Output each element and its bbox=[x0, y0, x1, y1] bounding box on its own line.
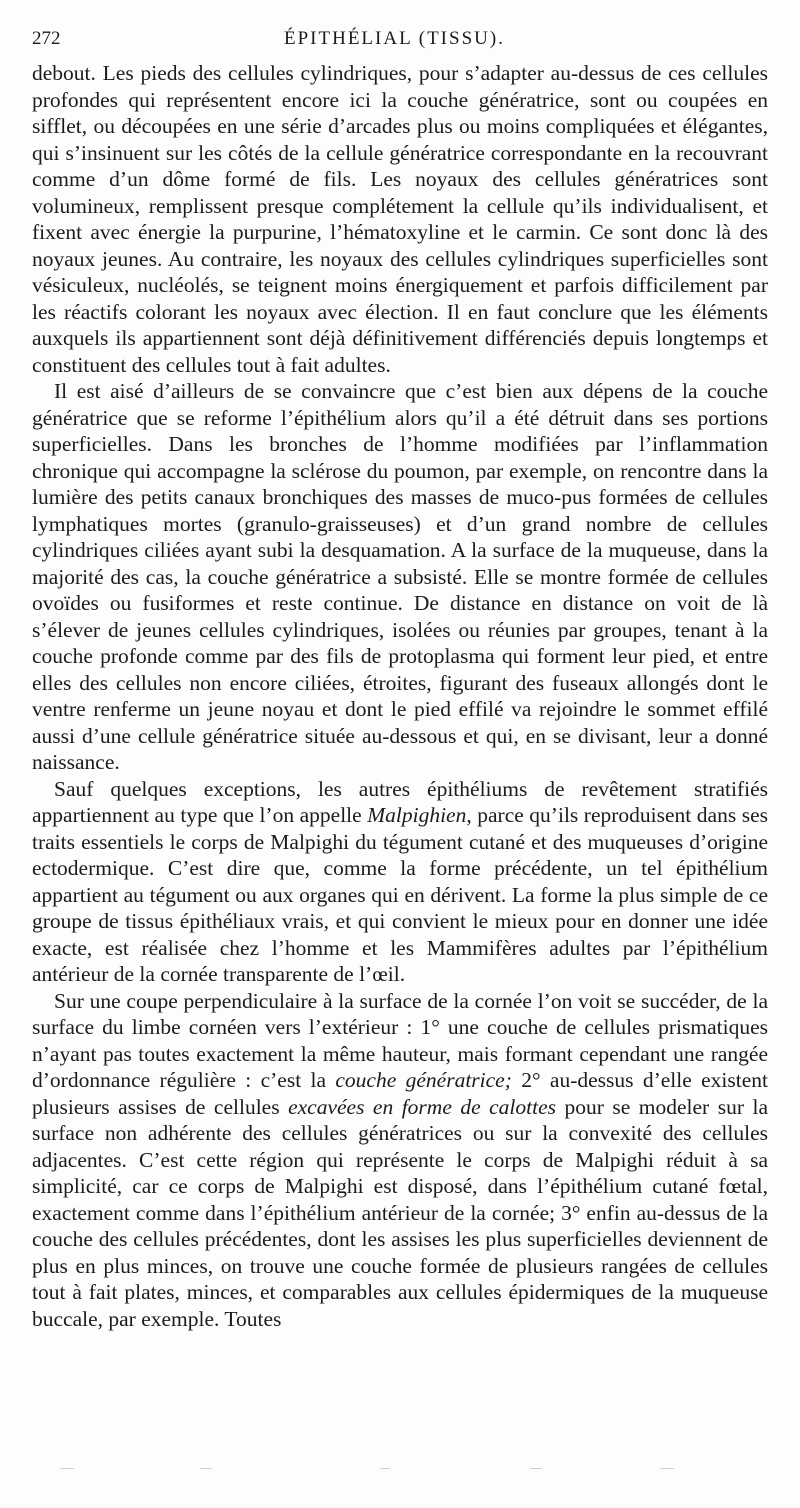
paragraph-3-text-b: , parce qu’ils reproduisent dans ses traits essentiels le corps de Malpighi du tégument cutané et des muqueuses d’origine ectodermique. C’est dire que, comme la forme précédente, un tel épithélium appartient au tégument ou aux organes qui en dérivent. La forme la plus simple de ce groupe de tissus épithéliaux vrais, et qui convient le mieux pour en donner une idée exacte, est réalisée chez l’homme et les Mammifères adultes par l’épithélium antérieur de la cornée transparente de l’œil. bbox=[32, 803, 769, 986]
scan-speck bbox=[60, 1468, 74, 1469]
scan-speck bbox=[380, 1468, 390, 1469]
paragraph-4 bbox=[32, 988, 768, 1333]
scan-specks bbox=[60, 1468, 700, 1478]
page-number: 272 bbox=[32, 28, 61, 49]
couche-generatrice-term: couche génératrice; bbox=[335, 1068, 512, 1092]
excavees-term: excavées en forme de calottes bbox=[288, 1094, 556, 1119]
body-text bbox=[32, 60, 768, 1332]
scan-speck bbox=[530, 1468, 542, 1469]
paragraph-3 bbox=[32, 776, 768, 988]
book-page bbox=[32, 22, 768, 1332]
scan-speck bbox=[200, 1468, 212, 1469]
paragraph-4-text-a: Sur une coupe perpendiculaire à la surface de la cornée l’on voit se succéder, de la surface du limbe cornéen vers l’extérieur : 1° une couche de cellules prismatiques n’ayant pas toutes exactement la même hauteur, mais formant cependant une rangée d’ordonnance régulière : c’est la bbox=[32, 988, 768, 1092]
scan-speck bbox=[660, 1468, 674, 1469]
paragraph-2: Il est aisé d’ailleurs de se convaincre que c’est bien aux dépens de la couche génératrice que se reforme l’épithélium alors qu’il a été détruit dans ses portions superficielles. Dans les bronches de l’homme modifiées par l’inflammation chronique qui accompagne la sclérose du poumon, par exemple, on rencontre dans la lumière des petits canaux bronchiques des masses de muco-pus formées de cellules lymphatiques mortes (granulo-graisseuses) et d’un grand nombre de cellules cylindriques ciliées ayant subi la desquamation. A la surface de la muqueuse, dans la majorité des cas, la couche génératrice a subsisté. Elle se montre formée de cellules ovoïdes ou fusiformes et reste continue. De distance en distance on voit de là s’élever de jeunes cellules cylindriques, isolées ou réunies par groupes, tenant à la couche profonde comme par des fils de protoplasma qui forment leur pied, et entre elles des cellules non encore ciliées, étroites, figurant des fuseaux allongés dont le ventre renferme un jeune noyau et dont le pied effilé va rejoindre le sommet effilé aussi d’une cellule génératrice située au-dessous et qui, en se divisant, leur a donné naissance. bbox=[32, 379, 768, 774]
page-header bbox=[32, 22, 768, 60]
running-title: ÉPITHÉLIAL (TISSU). bbox=[284, 28, 505, 49]
paragraph-3-text-a: Sauf quelques exceptions, les autres épithéliums de revêtement stratifiés appartiennent au type que l’on appelle bbox=[32, 776, 768, 827]
paragraph-4-text-c: pour se modeler sur la surface non adhérente des cellules génératrices ou sur la convexité des cellules adjacentes. C’est cette région qui représente le corps de Malpighi réduit à sa simplicité, car ce corps de Malpighi est disposé, dans l’épithélium cutané fœtal, exactement comme dans l’épithélium antérieur de la cornée; 3° enfin au-dessus de la couche des cellules précédentes, dont les assises les plus superficielles deviennent de plus en plus minces, on trouve une couche formée de plusieurs rangées de cellules tout à fait plates, minces, et comparables aux cellules épidermiques de la muqueuse buccale, par exemple. Toutes bbox=[32, 1094, 768, 1331]
malpighien-term: Malpighien bbox=[367, 803, 467, 827]
paragraph-4-text-b: 2° au-dessus d’elle existent plusieurs assises de cellules bbox=[32, 1068, 769, 1119]
paragraph-1: debout. Les pieds des cellules cylindriques, pour s’adapter au-dessus de ces cellules profondes qui représentent encore ici la couche génératrice, sont ou coupées en sifflet, ou découpées en une série d’arcades plus ou moins compliquées et élégantes, qui s’insinuent sur les côtés de la cellule génératrice correspondante en la recouvrant comme d’un dôme formé de fils. Les noyaux des cellules génératrices sont volumineux, remplissent presque complétement la cellule qu’ils individualisent, et fixent avec énergie la purpurine, l’hématoxyline et le carmin. Ce sont donc là des noyaux jeunes. Au contraire, les noyaux des cellules cylindriques superficielles sont vésiculeux, nucléolés, se teignent moins énergiquement et parfois difficilement par les réactifs colorant les noyaux avec élection. Il en faut conclure que les éléments auxquels ils appartiennent sont déjà définitivement différenciés depuis longtemps et constituent des cellules tout à fait adultes. bbox=[32, 61, 768, 377]
